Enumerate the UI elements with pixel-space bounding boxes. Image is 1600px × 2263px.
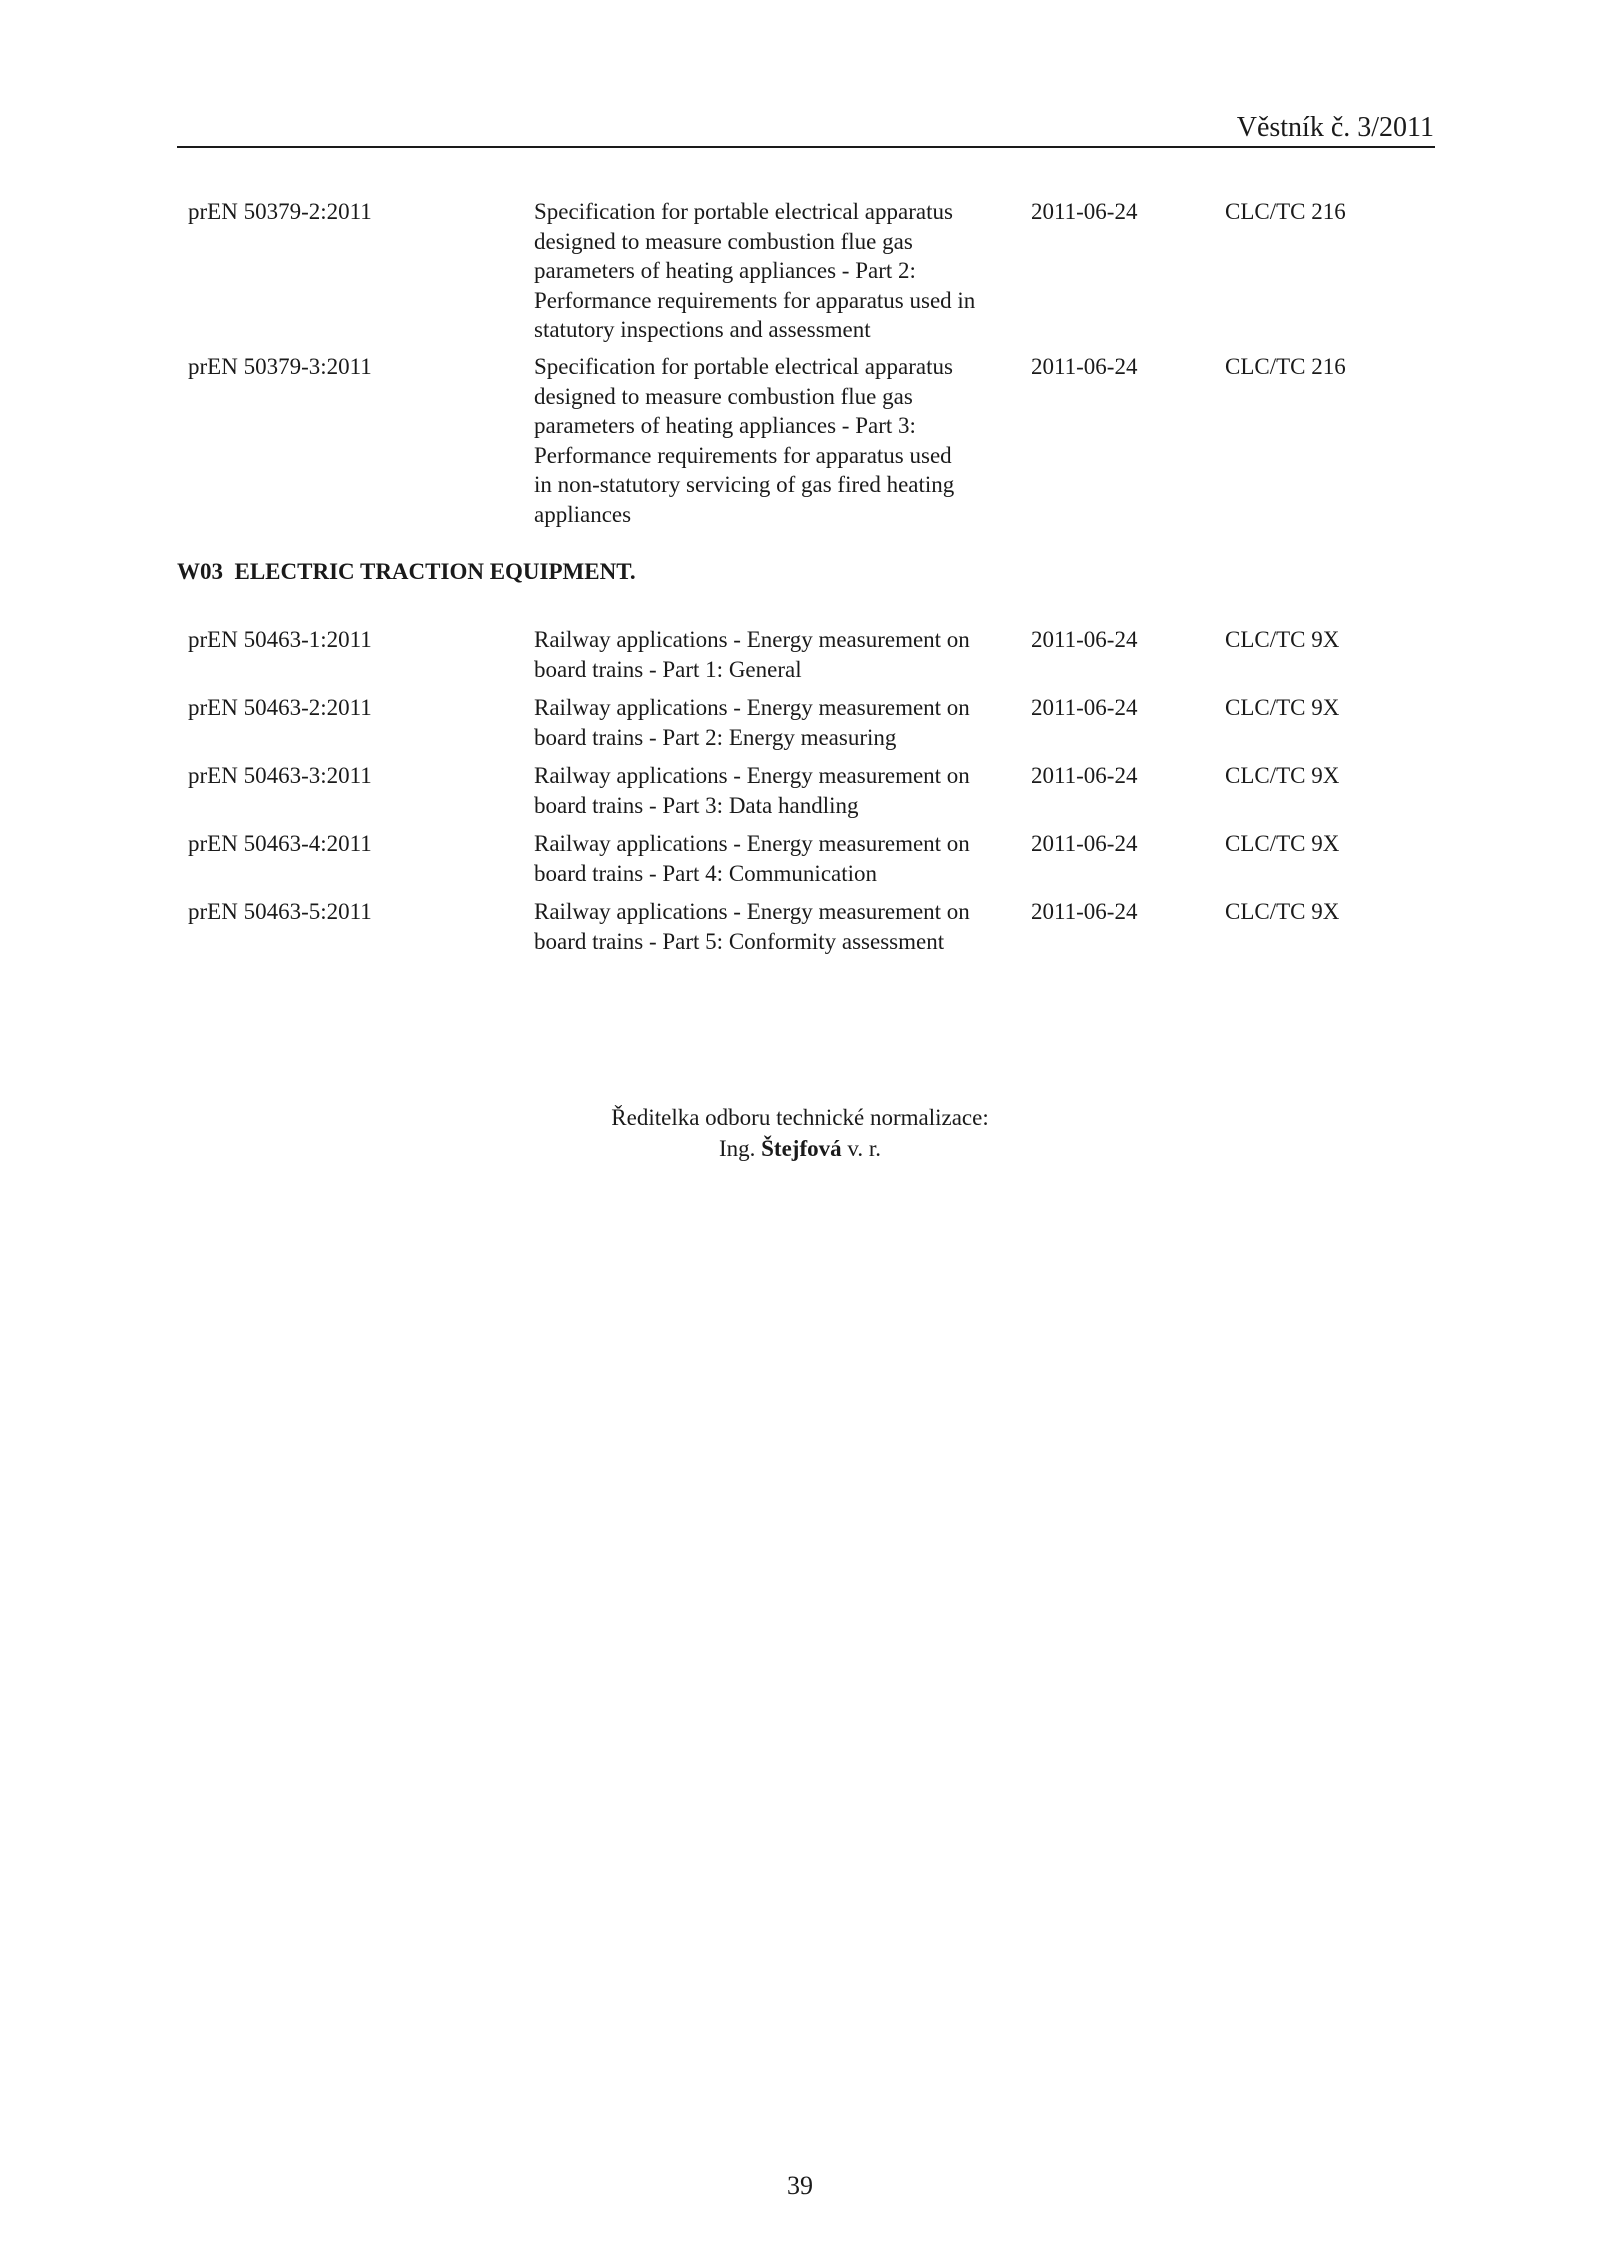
- standard-title-line: appliances: [534, 501, 632, 527]
- signature-block: [0, 1102, 1600, 1164]
- standard-title: [534, 761, 1014, 820]
- technical-committee: CLC/TC 9X: [1225, 695, 1340, 720]
- standard-code: prEN 50463-2:2011: [188, 695, 372, 720]
- standard-title-line: Railway applications - Energy measurement on: [534, 831, 970, 856]
- standard-title: [534, 897, 1014, 956]
- standard-date: 2011-06-24: [1031, 831, 1138, 856]
- standard-date: 2011-06-24: [1031, 899, 1138, 924]
- page-number: 39: [787, 2171, 813, 2200]
- header-divider: [177, 146, 1435, 148]
- standard-date: 2011-06-24: [1031, 627, 1138, 652]
- standard-title-line: board trains - Part 5: Conformity assessment: [534, 928, 945, 954]
- journal-title: Věstník č. 3/2011: [1236, 112, 1434, 143]
- standard-title-line: board trains - Part 2: Energy measuring: [534, 724, 897, 750]
- standard-title-line: board trains - Part 3: Data handling: [534, 792, 859, 818]
- signatory-role: Ředitelka odboru technické normalizace:: [611, 1105, 989, 1130]
- standard-title-line: Performance requirements for apparatus used in: [534, 287, 976, 313]
- standard-title-line: designed to measure combustion flue gas: [534, 228, 913, 254]
- signatory-prefix: Ing.: [718, 1136, 756, 1161]
- standard-title-line: Railway applications - Energy measurement on: [534, 627, 970, 652]
- standard-title-line: in non-statutory servicing of gas fired heating: [534, 472, 955, 497]
- signatory-name-line: [0, 1133, 1600, 1164]
- standard-title-line: Specification for portable electrical apparatus: [534, 199, 953, 224]
- standard-title: [534, 197, 1014, 345]
- standard-title-line: parameters of heating appliances - Part 3:: [534, 413, 916, 438]
- standard-title-line: Railway applications - Energy measurement on: [534, 695, 970, 720]
- standard-code: prEN 50379-3:2011: [188, 354, 372, 379]
- technical-committee: CLC/TC 9X: [1225, 763, 1340, 788]
- standard-title: [534, 693, 1014, 752]
- standard-code: prEN 50463-4:2011: [188, 831, 372, 856]
- standard-title-line: designed to measure combustion flue gas: [534, 383, 913, 409]
- standard-date: 2011-06-24: [1031, 695, 1138, 720]
- standard-title-line: Railway applications - Energy measurement on: [534, 763, 970, 788]
- signatory-suffix: v. r.: [847, 1136, 882, 1161]
- standard-title-line: board trains - Part 4: Communication: [534, 860, 878, 886]
- technical-committee: CLC/TC 9X: [1225, 899, 1340, 924]
- standard-title: [534, 829, 1014, 888]
- standard-title-line: Performance requirements for apparatus used: [534, 442, 952, 468]
- standard-code: prEN 50463-1:2011: [188, 627, 372, 652]
- technical-committee: CLC/TC 9X: [1225, 831, 1340, 856]
- standard-title-line: Railway applications - Energy measurement on: [534, 899, 970, 924]
- technical-committee: CLC/TC 216: [1225, 354, 1346, 379]
- standard-date: 2011-06-24: [1031, 354, 1138, 379]
- standard-title-line: parameters of heating appliances - Part 2:: [534, 258, 916, 283]
- standard-date: 2011-06-24: [1031, 199, 1138, 224]
- standard-date: 2011-06-24: [1031, 763, 1138, 788]
- standard-code: prEN 50463-3:2011: [188, 763, 372, 788]
- standard-code: prEN 50463-5:2011: [188, 899, 372, 924]
- standard-code: prEN 50379-2:2011: [188, 199, 372, 224]
- standard-title-line: board trains - Part 1: General: [534, 656, 802, 682]
- standard-title-line: statutory inspections and assessment: [534, 317, 871, 342]
- standard-title-line: Specification for portable electrical apparatus: [534, 354, 953, 379]
- technical-committee: CLC/TC 9X: [1225, 627, 1340, 652]
- signatory-name: Štejfová: [761, 1136, 842, 1161]
- technical-committee: CLC/TC 216: [1225, 199, 1346, 224]
- standard-title: [534, 625, 1014, 684]
- standard-title: [534, 352, 1014, 529]
- section-heading: W03 ELECTRIC TRACTION EQUIPMENT.: [177, 559, 636, 584]
